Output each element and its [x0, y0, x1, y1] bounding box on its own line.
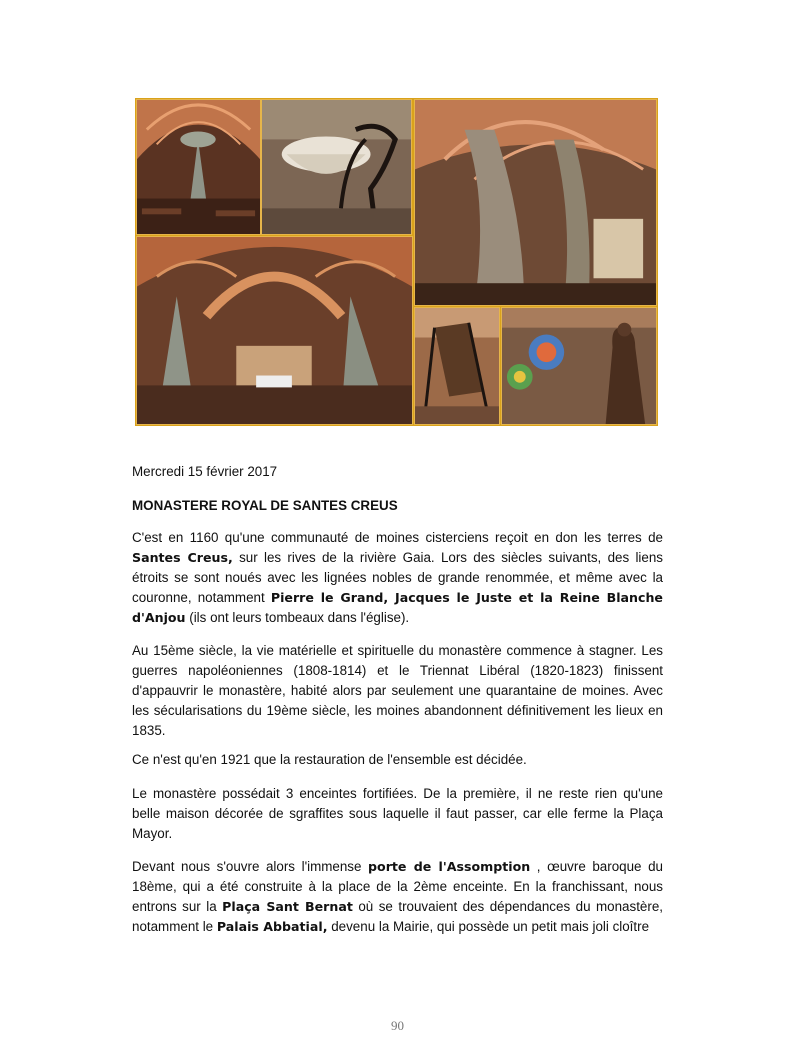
paragraph-decline: Au 15ème siècle, la vie matérielle et spirituelle du monastère commence à stagner. Les guerres napoléoniennes (1808-1814) et le Triennat Libéral (1820-1823) finissent d'appauvrir le monastère, habité alors par seulement une quarantaine de moines. Avec les sécularisations du 19ème siècle, les moines abandonnent définitivement les lieux en 1835.: [132, 643, 663, 738]
photo-wooden-chair: [414, 307, 500, 425]
page-number: 90: [391, 1018, 404, 1033]
photo-nave-arches: [136, 99, 261, 235]
photo-crypt-columns: [414, 99, 657, 306]
photo-stained-glass-statue: [501, 307, 657, 425]
photo-church-interior: [136, 236, 413, 425]
entry-date: Mercredi 15 février 2017: [132, 464, 278, 479]
page-title: MONASTERE ROYAL DE SANTES CREUS: [132, 498, 398, 513]
photo-holy-water-font: [261, 99, 412, 235]
photo-collage: [135, 98, 658, 426]
paragraph-assumption-gate: Devant nous s'ouvre alors l'immense porte de l'Assomption , œuvre baroque du 18ème, qui a été construite à la place de la 2ème enceinte. En la franchissant, nous entrons sur la Plaça Sant Bernat où se trouvaient des dépendances du monastère, notamment le Palais Abbatial, devenu la Mairie, qui possède un petit mais joli cloître: [132, 859, 663, 934]
paragraph-restoration: Ce n'est qu'en 1921 que la restauration de l'ensemble est décidée.: [132, 752, 527, 767]
paragraph-history: C'est en 1160 qu'une communauté de moines cisterciens reçoit en don les terres de Santes Creus, sur les rives de la rivière Gaia. Lors des siècles suivants, des liens étroits se sont noués avec les lignées nobles de grande renommée, et même avec la couronne, notamment Pierre le Grand, Jacques le Juste et la Reine Blanche d'Anjou (ils ont leurs tombeaux dans l'église).: [132, 530, 663, 625]
paragraph-enclosures: Le monastère possédait 3 enceintes fortifiées. De la première, il ne reste rien qu'une belle maison décorée de sgraffites sous laquelle il faut passer, car elle ferme la Plaça Mayor.: [132, 786, 663, 841]
